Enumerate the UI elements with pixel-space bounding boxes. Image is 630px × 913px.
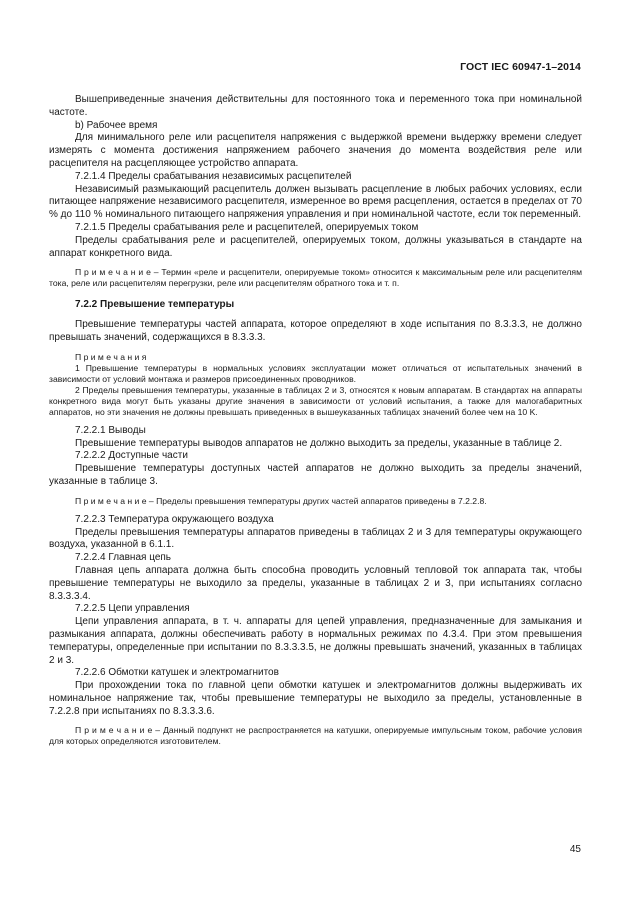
paragraph: Вышеприведенные значения действительны для постоянного тока и переменного тока при номинальной частоте. (49, 94, 582, 118)
note (49, 496, 582, 507)
note-text: – Пределы превышения температуры других частей аппаратов приведены в 7.2.2.8. (146, 495, 487, 506)
section-7-2-1-4-heading: 7.2.1.4 Пределы срабатывания независимых расцепителей (75, 170, 352, 182)
note (49, 267, 582, 289)
section-7-2-2-2-heading: 7.2.2.2 Доступные части (75, 450, 188, 462)
section-7-2-2-6-heading: 7.2.2.6 Обмотки катушек и электромагнитов (75, 667, 279, 679)
note-label: П р и м е ч а н и е (75, 725, 153, 736)
note (49, 725, 582, 747)
paragraph: Пределы превышения температуры аппаратов приведены в таблицах 2 и 3 для температуры окружающего воздуха, указанной в 6.1.1. (49, 526, 582, 551)
paragraph: Для минимального реле или расцепителя напряжения с выдержкой времени выдержку времени следует измерять с момента достижения напряжением рабочего значения до момента воздействия реле или расцепителя на расцепляющее устройство аппарата. (49, 132, 582, 169)
paragraph: Независимый размыкающий расцепитель должен вызывать расцепление в любых рабочих условиях, если питающее напряжение независимого расцепителя, измеренное во время расцепления, остается в пределах от 70 % до 110 % номинального питающего напряжения управления и при номинальной частоте, если ток переменный. (49, 183, 582, 221)
section-7-2-2-1-heading: 7.2.2.1 Выводы (75, 424, 146, 436)
section-7-2-2-4-heading: 7.2.2.4 Главная цепь (75, 552, 172, 564)
section-7-2-2-3-heading: 7.2.2.3 Температура окружающего воздуха (75, 513, 274, 525)
note-label: П р и м е ч а н и е (75, 495, 147, 506)
section-7-2-2-heading: 7.2.2 Превышение температуры (75, 299, 235, 311)
standard-header: ГОСТ IEC 60947-1–2014 (460, 61, 581, 73)
paragraph: Главная цепь аппарата должна быть способна проводить условный тепловой ток аппарата так, чтобы превышение температуры не выходило за пределы, указанные в таблицах 2 и 3, при испытаниях согласно 8.3.3.3.4. (49, 564, 582, 602)
note-text: – Термин «реле и расцепители, оперируемые током» относится к максимальным реле или расцепителям тока, реле или расцепителям перегрузки, реле или расцепителям обратного тока и т. п. (49, 267, 582, 289)
note-item-2: 2 Пределы превышения температуры, указанные в таблицах 2 и 3, относятся к новым аппаратам. В стандартах на аппараты конкретного вида могут быть указаны другие значения в зависимости от условий испытания, а также для малогабаритных аппаратов, но эти значения не должны превышать приведенных в вышеуказанных таблицах значений более чем на 10 K. (49, 384, 582, 417)
note-item-1: 1 Превышение температуры в нормальных условиях эксплуатации может отличаться от испытательных значений в зависимости от условий монтажа и размеров присоединенных проводников. (49, 362, 582, 384)
paragraph: Превышение температуры доступных частей аппаратов не должно выходить за пределы значений, указанные в таблице 3. (49, 463, 582, 487)
note-text: – Данный подпункт не распространяется на катушки, оперируемые импульсным током, рабочие условия для которых определяются изготовителем. (49, 725, 583, 747)
subheading-b: b) Рабочее время (75, 119, 158, 131)
section-7-2-1-5-heading: 7.2.1.5 Пределы срабатывания реле и расцепителей, оперируемых током (75, 221, 419, 233)
notes-label: П р и м е ч а н и я (75, 351, 147, 362)
paragraph: Пределы срабатывания реле и расцепителей, оперируемых током, должны указываться в стандарте на аппарат конкретного вида. (49, 234, 582, 259)
document-body (49, 94, 582, 747)
paragraph: Превышение температуры выводов аппаратов не должно выходить за пределы, указанные в таблице 2. (75, 437, 563, 449)
paragraph: Цепи управления аппарата, в т. ч. аппараты для цепей управления, предназначенные для замыкания и размыкания аппарата, должны обеспечивать работу в нормальных режимах по 4.3.4. При этом превышения температуры, определенные при испытании по 8.3.3.3.5, не должны превышать значений, указанных в таблицах 2 и 3. (49, 616, 582, 666)
page-number: 45 (569, 844, 581, 855)
paragraph: При прохождении тока по главной цепи обмотки катушек и электромагнитов должны выдерживать их номинальное напряжение так, чтобы превышение температуры не выходило за пределы, установленные в 7.2.2.8 при испытаниях по 8.3.3.3.6. (49, 680, 582, 717)
section-7-2-2-5-heading: 7.2.2.5 Цепи управления (75, 603, 190, 615)
paragraph: Превышение температуры частей аппарата, которое определяют в ходе испытания по 8.3.3.3, не должно превышать значений, содержащихся в 8.3.3.3. (49, 319, 582, 343)
note-label: П р и м е ч а н и е (75, 267, 151, 278)
